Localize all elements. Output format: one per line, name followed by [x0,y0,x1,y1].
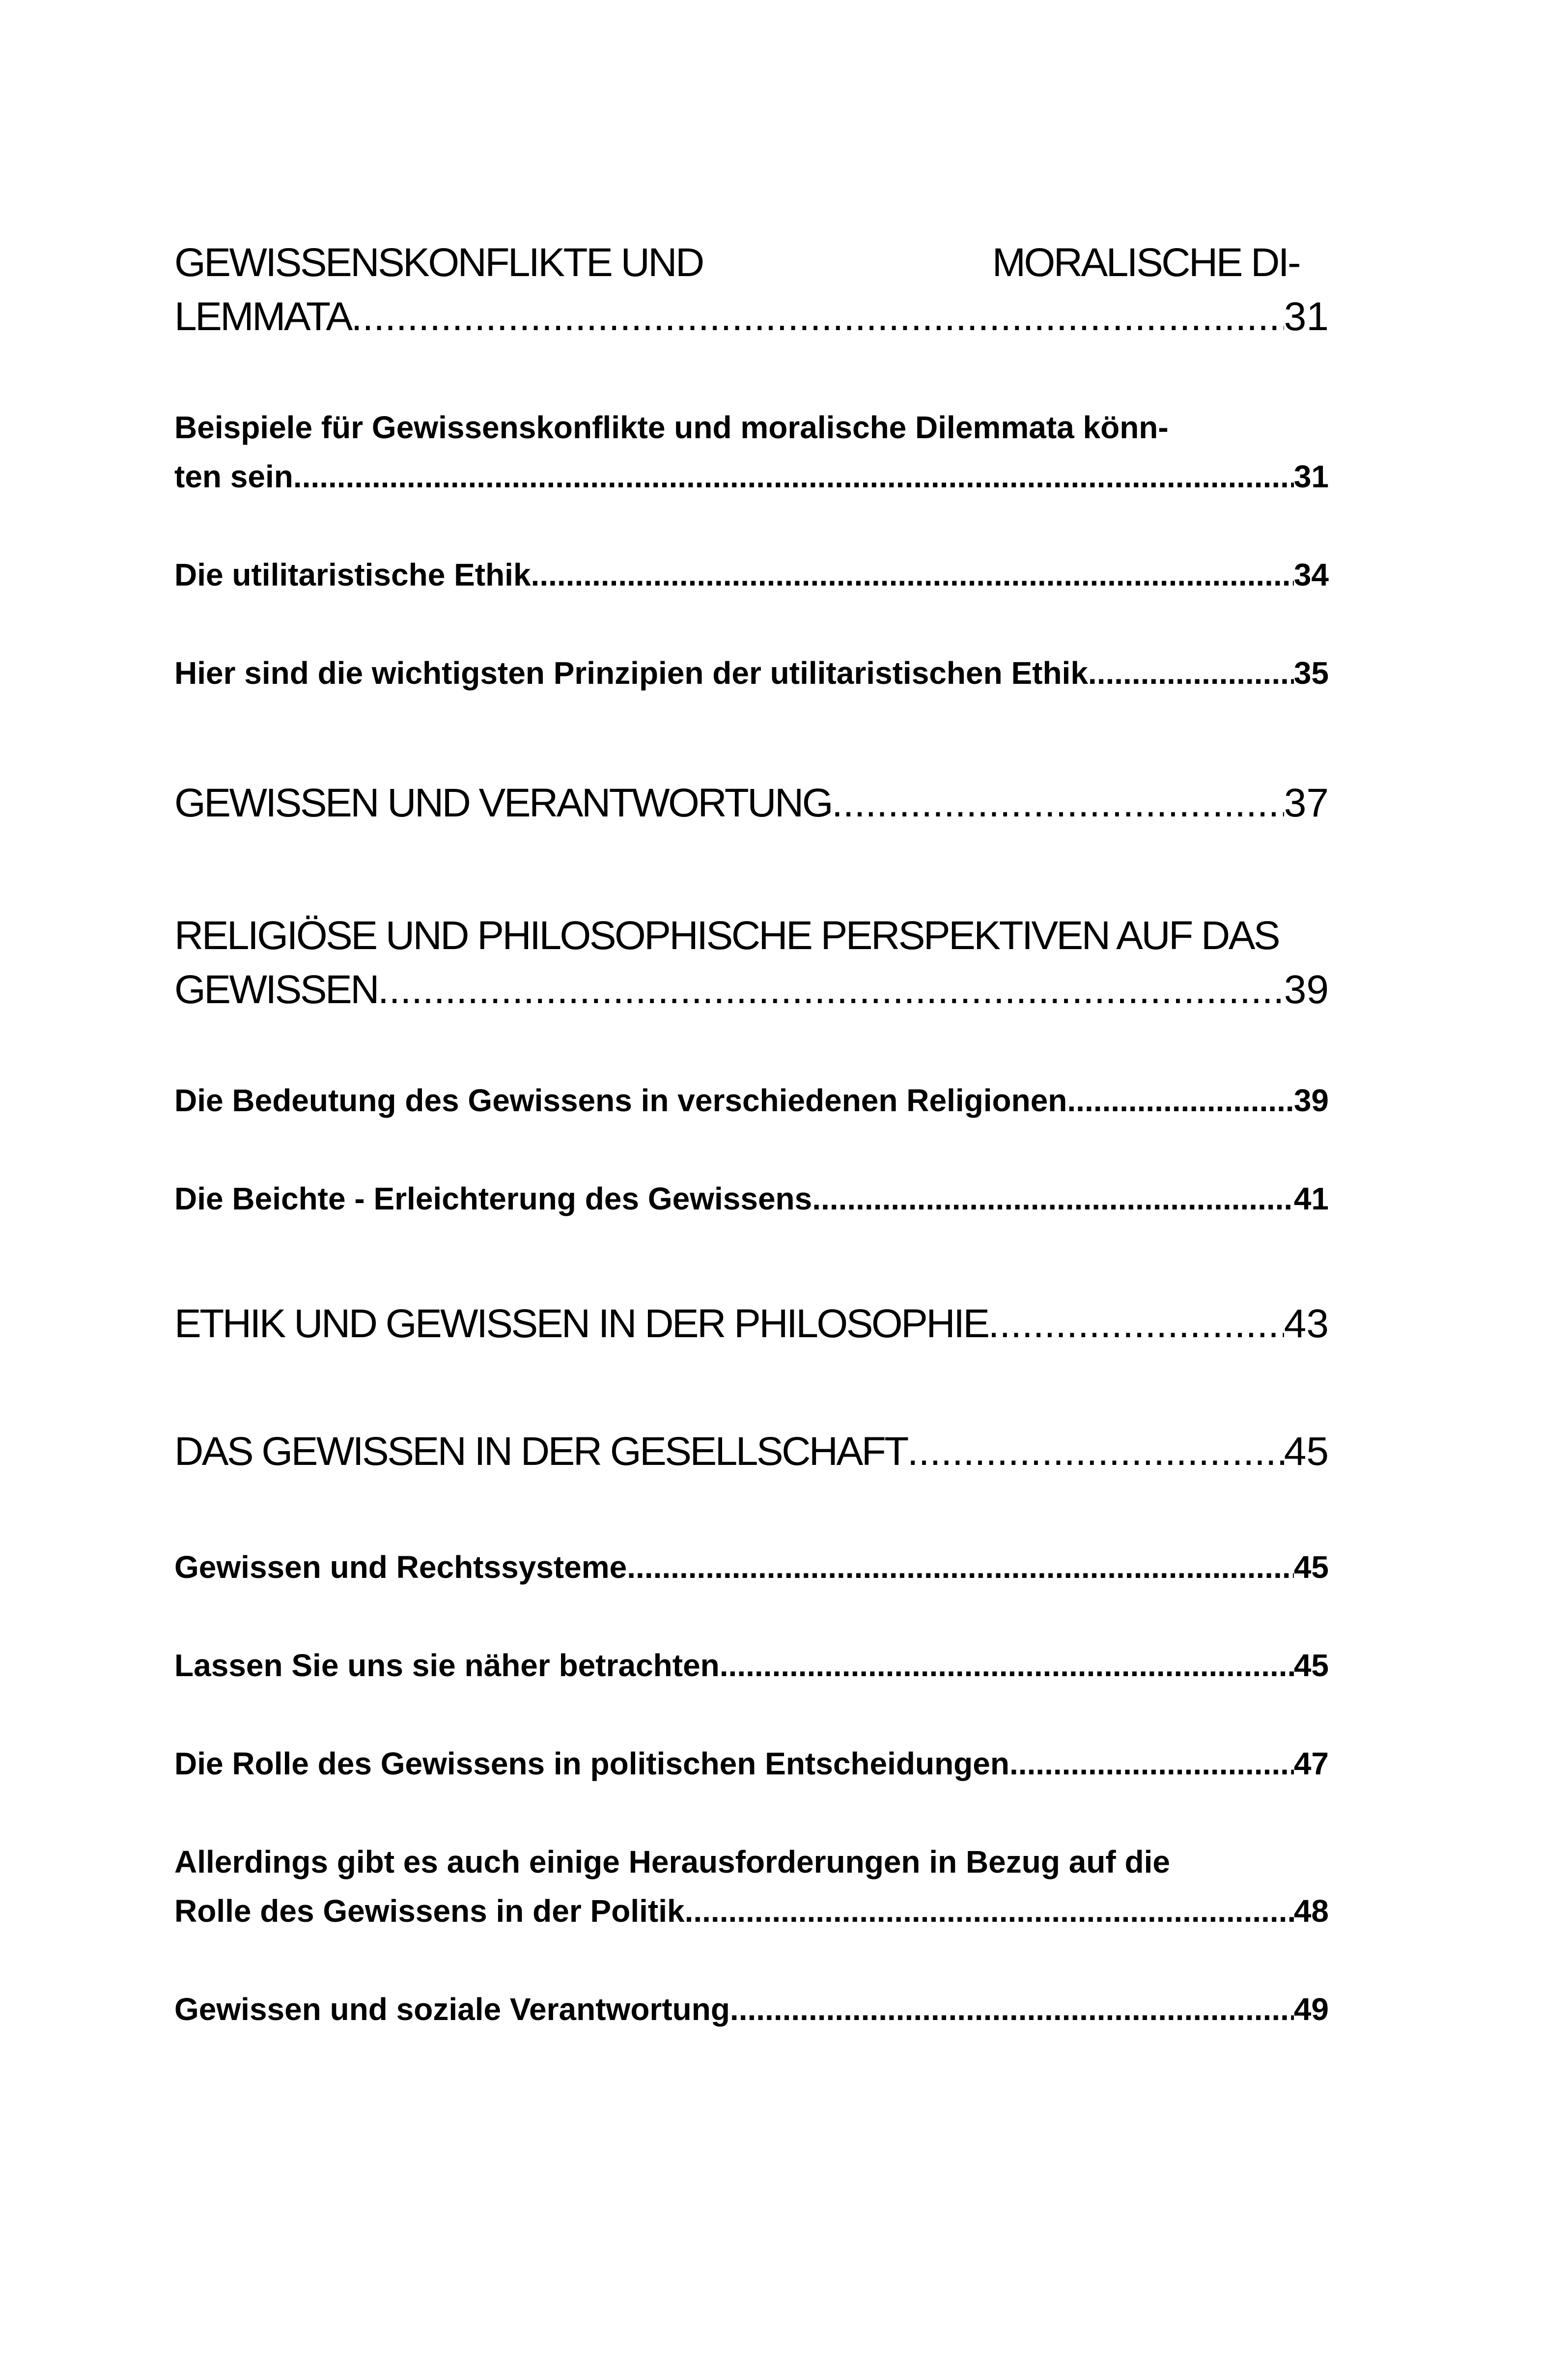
dot-leader [293,452,1294,501]
page-number: 37 [1284,781,1329,825]
toc-entry-line [174,1425,1329,1479]
toc-entry-line [174,1543,1329,1592]
dot-leader [378,963,1284,1017]
dot-leader [1088,648,1294,698]
toc-entry-chapter[interactable] [174,1425,1329,1479]
toc-entry-section[interactable] [174,1543,1329,1592]
page-number: 39 [1284,967,1329,1012]
toc-entry-title-part: RELIGIÖSE UND PHILOSOPHISCHE PERSPEKTIVEN AUF DAS [174,913,1279,958]
page-number: 45 [1293,1648,1329,1683]
dot-leader [531,550,1294,599]
dot-leader [351,290,1284,344]
toc-entry-section[interactable] [174,648,1329,698]
toc-entry-section[interactable] [174,403,1329,501]
toc-entry-section[interactable] [174,1174,1329,1223]
toc-entry-title-part: GEWISSENSKONFLIKTE UND [174,240,703,285]
page-number: 45 [1284,1429,1329,1474]
toc-entry-title: GEWISSEN UND VERANTWORTUNG [174,781,832,825]
toc-entry-section[interactable] [174,1985,1329,2034]
toc-entry-title: Hier sind die wichtigsten Prinzipien der utilitaristischen Ethik [174,655,1088,691]
toc-entry-line [174,1739,1329,1788]
toc-entry-first-line [174,1837,1329,1886]
toc-entry-section[interactable] [174,550,1329,599]
toc-entry-line [174,1297,1329,1351]
toc-entry-section[interactable] [174,1076,1329,1125]
dot-leader [720,1641,1294,1690]
toc-entry-title: Die Bedeutung des Gewissens in verschiedenen Religionen [174,1083,1067,1118]
page-number: 31 [1293,459,1329,494]
toc-entry-last-line [174,452,1329,501]
dot-leader [685,1886,1294,1936]
toc-entry-line [174,550,1329,599]
dot-leader [1067,1076,1293,1125]
toc-entry-last-line [174,290,1329,344]
toc-entry-title: Die Beichte - Erleichterung des Gewissens [174,1181,812,1216]
page-number: 47 [1293,1746,1329,1781]
toc-entry-chapter[interactable] [174,776,1329,830]
page-number: 31 [1284,294,1329,339]
toc-entry-chapter[interactable] [174,236,1329,344]
toc-entry-title: Lassen Sie uns sie näher betrachten [174,1648,720,1683]
dot-leader [812,1174,1294,1223]
dot-leader [832,776,1284,830]
page-number: 39 [1293,1083,1329,1118]
toc-entry-section[interactable] [174,1837,1329,1936]
toc-entry-first-line [174,236,1329,290]
toc-entry-title: Die Rolle des Gewissens in politischen Entscheidungen [174,1746,1009,1781]
toc-entry-title: Gewissen und Rechtssysteme [174,1549,627,1585]
toc-entry-line [174,1076,1329,1125]
toc-entry-title: ETHIK UND GEWISSEN IN DER PHILOSOPHIE [174,1301,988,1346]
toc-entry-title-part: Allerdings gibt es auch einige Herausforderungen in Bezug auf die [174,1844,1170,1880]
toc-entry-chapter[interactable] [174,909,1329,1017]
toc-entry-title: Gewissen und soziale Verantwortung [174,1992,730,2027]
toc-entry-line [174,1985,1329,2034]
table-of-contents [174,0,1329,2358]
dot-leader [730,1985,1294,2034]
toc-entry-title: Rolle des Gewissens in der Politik [174,1893,685,1929]
dot-leader [907,1425,1284,1479]
page-number: 49 [1293,1992,1329,2027]
toc-entry-title: DAS GEWISSEN IN DER GESELLSCHAFT [174,1429,907,1474]
dot-leader [627,1543,1294,1592]
toc-entry-line [174,1174,1329,1223]
page-number: 45 [1293,1549,1329,1585]
toc-entry-title-part: Beispiele für Gewissenskonflikte und moralische Dilemmata könn- [174,410,1169,445]
page-number: 35 [1293,655,1329,691]
toc-entry-title: Die utilitaristische Ethik [174,557,531,592]
toc-entry-section[interactable] [174,1739,1329,1788]
toc-entry-section[interactable] [174,1641,1329,1690]
toc-entry-last-line [174,963,1329,1017]
toc-entry-line [174,776,1329,830]
toc-entry-last-line [174,1886,1329,1936]
toc-entry-title-part: MORALISCHE DI- [992,240,1299,285]
toc-entry-title: LEMMATA [174,294,351,339]
toc-entry-first-line [174,909,1329,963]
toc-entry-first-line [174,403,1329,452]
toc-entry-line [174,648,1329,698]
dot-leader [1009,1739,1294,1788]
page-number: 34 [1293,557,1329,592]
toc-entry-line [174,1641,1329,1690]
page-number: 41 [1293,1181,1329,1216]
page-number: 43 [1284,1301,1329,1346]
page-number: 48 [1293,1893,1329,1929]
dot-leader [988,1297,1284,1351]
toc-entry-title: ten sein [174,459,293,494]
toc-entry-chapter[interactable] [174,1297,1329,1351]
toc-entry-title: GEWISSEN [174,967,378,1012]
